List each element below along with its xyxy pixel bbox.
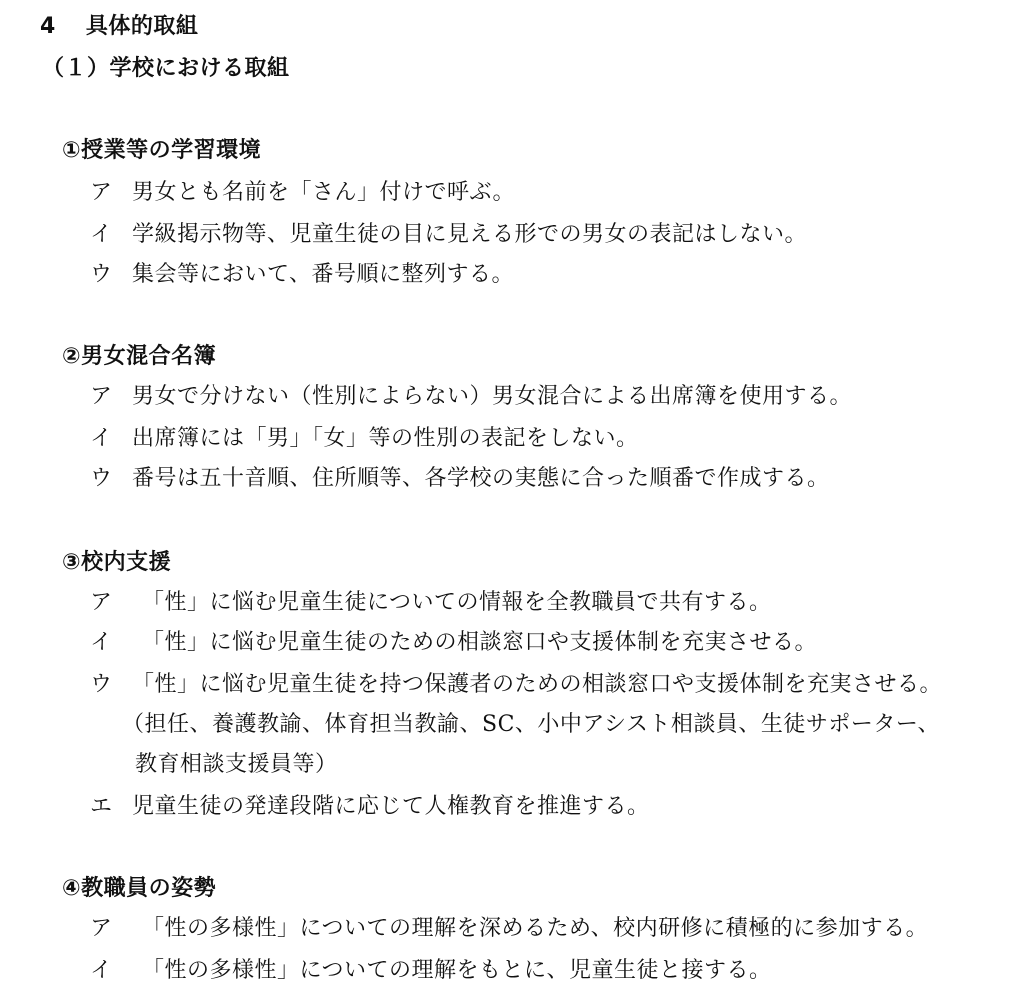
subsection-title: ②男女混合名簿: [62, 344, 217, 369]
section-heading: [40, 12, 198, 42]
section-number: 4: [40, 14, 56, 39]
list-item: [90, 914, 928, 944]
item-marker: イ: [90, 222, 113, 247]
subsection-title: ①授業等の学習環境: [62, 138, 262, 163]
item-marker: ウ: [90, 466, 113, 491]
list-item: [90, 424, 639, 454]
list-item: [90, 382, 852, 412]
list-item: [90, 670, 942, 700]
item-text: 「性」に悩む児童生徒を持つ保護者のための相談窓口や支援体制を充実させる。: [132, 672, 943, 697]
item-marker: イ: [90, 426, 113, 451]
item-text: 出席簿には「男」「女」等の性別の表記をしない。: [132, 426, 639, 451]
list-item: [90, 628, 817, 658]
list-item: [90, 956, 772, 986]
item-text: 男女で分けない（性別によらない）男女混合による出席簿を使用する。: [132, 384, 853, 409]
item-text: 「性」に悩む児童生徒のための相談窓口や支援体制を充実させる。: [142, 630, 818, 655]
section-title: 具体的取組: [85, 14, 199, 39]
item-marker: ウ: [90, 672, 113, 697]
list-item: [90, 792, 650, 822]
item-marker: ア: [90, 916, 113, 941]
item-text: 男女とも名前を「さん」付けで呼ぶ。: [132, 180, 515, 205]
item-marker: イ: [90, 630, 113, 655]
item-marker: イ: [90, 958, 113, 983]
list-item: [90, 178, 515, 208]
item-text: 「性の多様性」についての理解をもとに、児童生徒と接する。: [142, 958, 772, 983]
list-item: [90, 260, 514, 290]
item-marker: エ: [90, 794, 113, 819]
item-marker: ア: [90, 590, 113, 615]
subsection-title: ③校内支援: [62, 550, 172, 575]
item-marker: ウ: [90, 262, 113, 287]
item-text: 集会等において、番号順に整列する。: [132, 262, 515, 287]
item-text: 児童生徒の発達段階に応じて人権教育を推進する。: [132, 794, 650, 819]
list-item: [90, 588, 772, 618]
item-marker: ア: [90, 180, 113, 205]
item-text: 「性」に悩む児童生徒についての情報を全教職員で共有する。: [142, 590, 772, 615]
item-note: 教育相談支援員等）: [135, 752, 338, 777]
item-text: 学級掲示物等、児童生徒の目に見える形での男女の表記はしない。: [132, 222, 808, 247]
subsection-title: ④教職員の姿勢: [62, 876, 217, 901]
item-text: 「性の多様性」についての理解を深めるため、校内研修に積極的に参加する。: [142, 916, 929, 941]
item-marker: ア: [90, 384, 113, 409]
list-item: [90, 464, 830, 494]
list-item: [90, 220, 807, 250]
item-text: 番号は五十音順、住所順等、各学校の実態に合った順番で作成する。: [132, 466, 830, 491]
item-note: （担任、養護教諭、体育担当教諭、SC、小中アシスト相談員、生徒サポーター、: [122, 712, 940, 737]
subheading: （１）学校における取組: [42, 56, 290, 81]
